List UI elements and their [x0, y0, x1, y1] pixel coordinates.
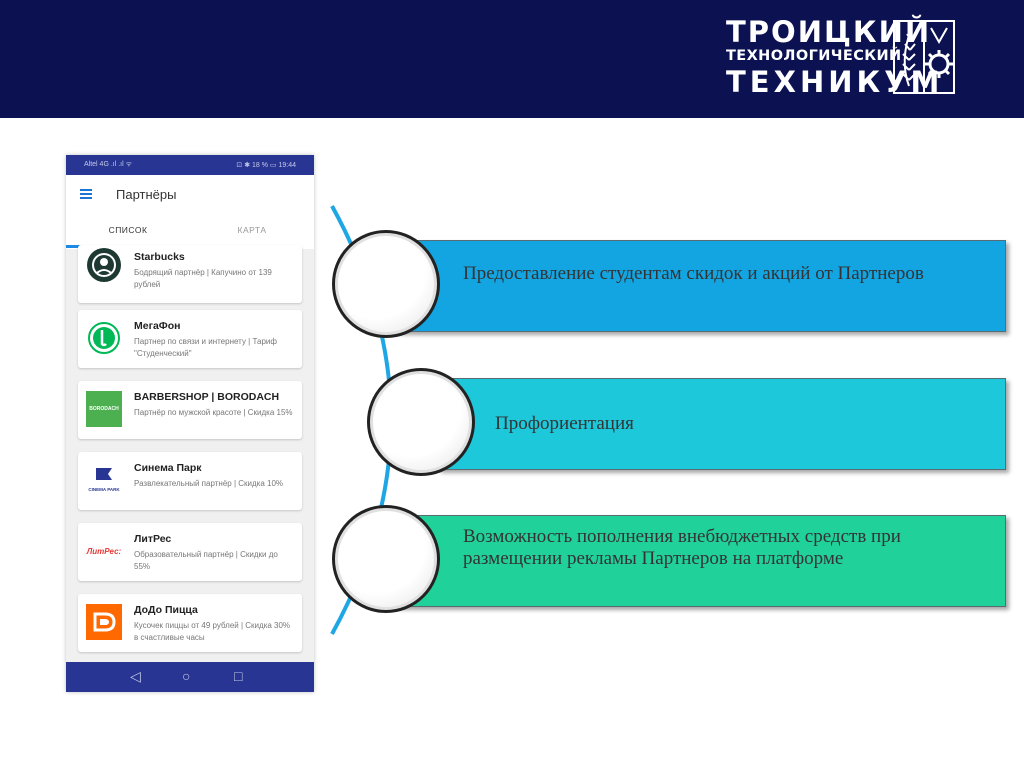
partner-card-cinema-park[interactable]	[78, 452, 302, 510]
partner-description: Развлекательный партнёр | Скидка 10%	[134, 479, 284, 488]
home-button[interactable]: ○	[182, 668, 191, 684]
item-text-3: Возможность пополнения внебюджетных средств при размещении рекламы Партнеров на платформе	[463, 526, 901, 569]
item-bar-2	[438, 378, 1006, 470]
litres-logo-text: ЛитРес:	[86, 546, 122, 556]
litres-logo-icon	[86, 533, 122, 569]
partner-card-dodo-pizza[interactable]	[78, 594, 302, 652]
partner-name: Starbucks	[134, 251, 185, 263]
partner-description: Партнёр по мужской красоте | Скидка 15%	[134, 408, 293, 417]
header-banner	[0, 0, 1024, 118]
logo-line-1: ТРОИЦКИЙ	[726, 15, 932, 49]
dodo-pizza-logo-icon	[86, 604, 122, 640]
partner-name: ДоДо Пицца	[134, 604, 198, 616]
college-emblem-icon	[893, 20, 955, 94]
item-circle-1	[332, 230, 440, 338]
cinema-park-logo-text: CINEMA PARK	[88, 487, 120, 492]
partner-name: Синема Парк	[134, 462, 202, 474]
cinema-park-flag-icon	[94, 466, 114, 482]
item-text-1: Предоставление студентам скидок и акций от Партнеров	[463, 263, 924, 284]
status-battery-time: ⊡ ✱ 18 % ▭ 19:44	[236, 162, 296, 169]
item-circle-3	[332, 505, 440, 613]
item-bar-1	[398, 240, 1006, 332]
partner-card-litres[interactable]	[78, 523, 302, 581]
megafon-logo-icon	[86, 320, 122, 356]
partner-card-megafon[interactable]	[78, 310, 302, 368]
partner-name: ЛитРес	[134, 533, 172, 545]
partner-name: МегаФон	[134, 320, 181, 332]
partner-description: Партнер по связи и интернету | Тариф "Студенческий"	[134, 337, 277, 358]
partner-card-borodach[interactable]	[78, 381, 302, 439]
item-bar-3	[398, 515, 1006, 607]
tab-list[interactable]: СПИСОК	[108, 225, 148, 235]
cinema-park-logo-icon	[86, 462, 122, 498]
logo-line-2: ТЕХНОЛОГИЧЕСКИЙ	[726, 48, 902, 64]
android-nav-bar	[66, 662, 314, 692]
partner-description: Образовательный партнёр | Скидки до 55%	[134, 550, 278, 571]
menu-icon[interactable]	[80, 189, 92, 199]
back-button[interactable]: ◁	[130, 668, 141, 684]
partner-name: BARBERSHOP | BORODACH	[134, 391, 280, 403]
logo-line-3: ТЕХНИКУМ	[726, 64, 944, 99]
partner-card-starbucks[interactable]	[78, 245, 302, 303]
borodach-logo-text: BORODACH	[89, 406, 119, 412]
item-text-2: Профориентация	[495, 413, 634, 434]
partner-description: Бодрящий партнёр | Капучино от 139 рублей	[134, 268, 272, 289]
phone-screenshot	[66, 155, 314, 692]
app-title: Партнёры	[116, 187, 177, 202]
partner-description: Кусочек пиццы от 49 рублей | Скидка 30% в счастливые часы	[134, 621, 291, 642]
status-carrier: Altel 4G .ıl .ıl ᯤ	[84, 161, 133, 168]
starbucks-logo-icon	[86, 247, 122, 283]
tab-map[interactable]: КАРТА	[237, 225, 267, 235]
item-circle-2	[367, 368, 475, 476]
borodach-logo-icon	[86, 391, 122, 427]
status-bar	[66, 155, 314, 175]
recents-button[interactable]: □	[234, 668, 243, 684]
app-header	[66, 175, 314, 249]
